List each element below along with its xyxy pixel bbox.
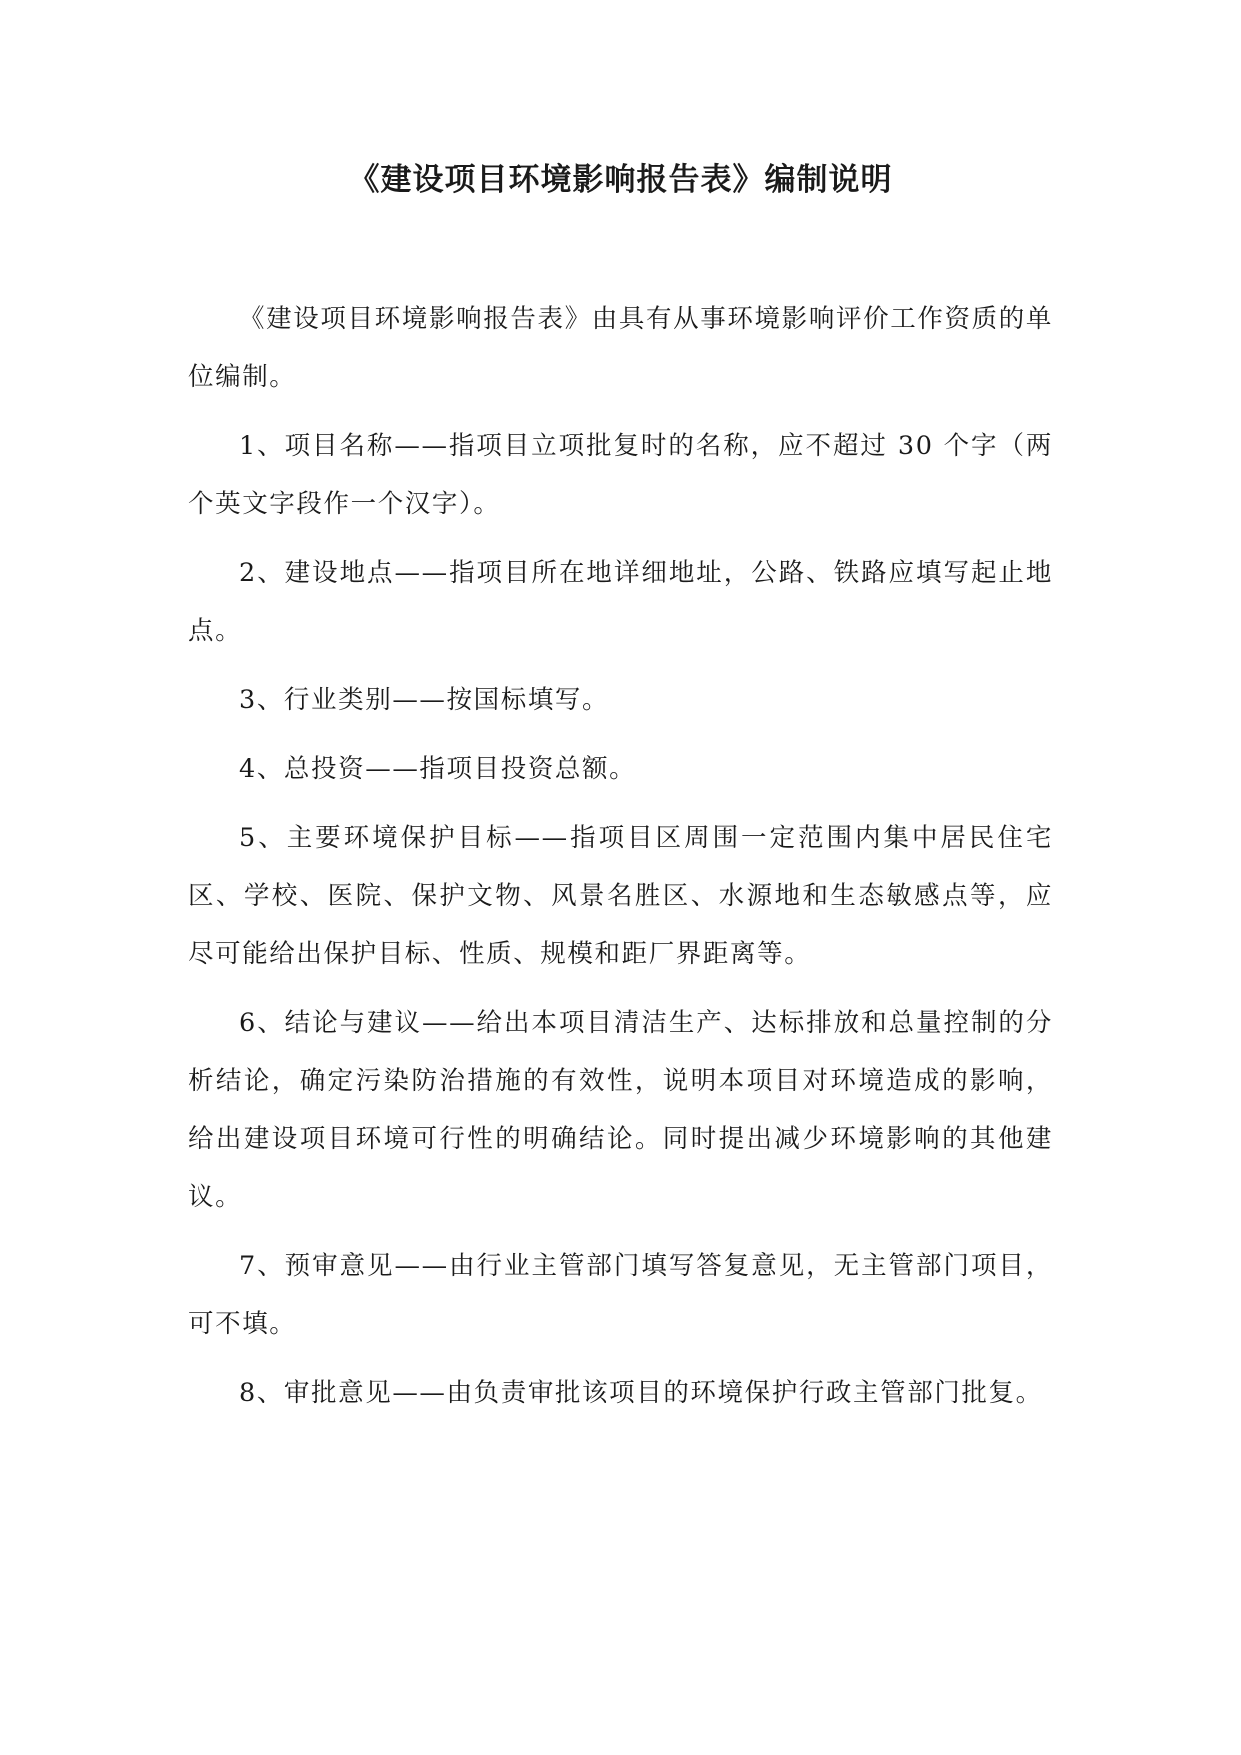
item-industry-category: 3、行业类别——按国标填写。 (239, 685, 610, 715)
item-construction-site: 2、建设地点——指项目所在地详细地址，公路、铁路应填写起止地点。 (188, 558, 1053, 646)
item-total-investment: 4、总投资——指项目投资总额。 (239, 754, 637, 784)
document-body (188, 290, 1053, 1433)
item-approval-opinion: 8、审批意见——由负责审批该项目的环境保护行政主管部门批复。 (239, 1378, 1043, 1408)
item-project-name: 1、项目名称——指项目立项批复时的名称，应不超过 30 个字（两个英文字段作一个汉字）。 (188, 431, 1053, 519)
item-conclusion-suggestions: 6、结论与建议——给出本项目清洁生产、达标排放和总量控制的分析结论，确定污染防治措施的有效性，说明本项目对环境造成的影响，给出建设项目环境可行性的明确结论。同时提出减少环境影响的其他建议。 (188, 1008, 1053, 1212)
intro-paragraph: 《建设项目环境影响报告表》由具有从事环境影响评价工作资质的单位编制。 (188, 304, 1053, 392)
document-title: 《建设项目环境影响报告表》编制说明 (348, 162, 893, 198)
item-protection-targets: 5、主要环境保护目标——指项目区周围一定范围内集中居民住宅区、学校、医院、保护文物、风景名胜区、水源地和生态敏感点等，应尽可能给出保护目标、性质、规模和距厂界距离等。 (188, 823, 1053, 969)
item-preliminary-review: 7、预审意见——由行业主管部门填写答复意见，无主管部门项目，可不填。 (188, 1251, 1053, 1339)
